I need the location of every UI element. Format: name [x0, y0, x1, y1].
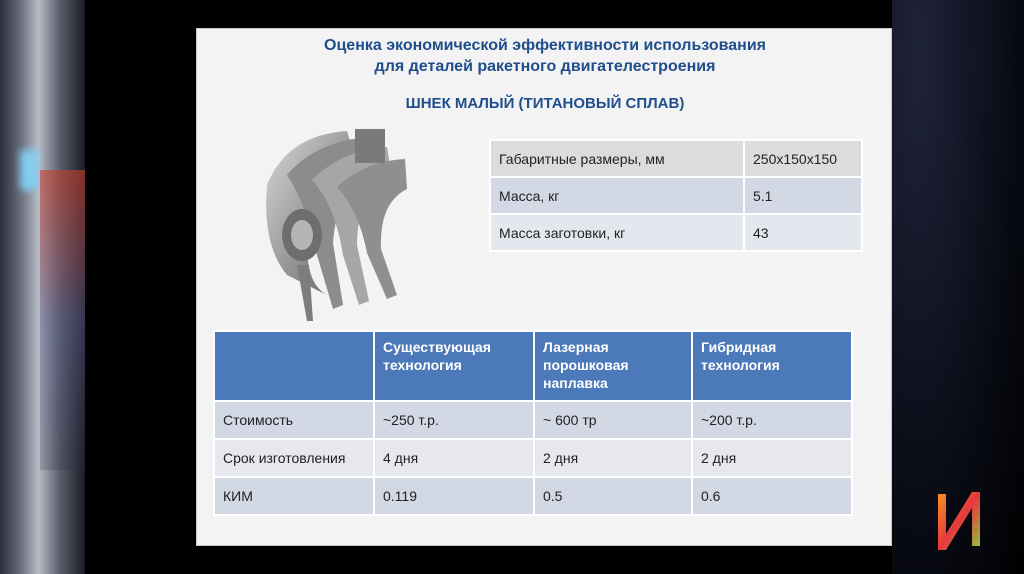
- cell: 4 дня: [374, 439, 534, 477]
- spec-label: Масса заготовки, кг: [490, 214, 744, 251]
- slide-title-line2: для деталей ракетного двигателестроения: [374, 58, 716, 75]
- header-empty: [214, 331, 374, 401]
- comparison-header-row: [214, 331, 852, 401]
- background-left-photo: [0, 0, 85, 574]
- cell: 0.6: [692, 477, 852, 515]
- spec-value: 5.1: [744, 177, 862, 214]
- spec-label: Масса, кг: [490, 177, 744, 214]
- brand-logo-icon: [932, 484, 988, 556]
- slide-title-line1: Оценка экономической эффективности использования: [324, 37, 766, 54]
- spec-label: Габаритные размеры, мм: [490, 140, 744, 177]
- row-label: КИМ: [214, 477, 374, 515]
- specs-table: [489, 139, 863, 252]
- table-row: [214, 401, 852, 439]
- cell: 0.5: [534, 477, 692, 515]
- header-hybrid-technology: Гибридная технология: [692, 331, 852, 401]
- auger-part-image: [247, 125, 417, 321]
- cell: 0.119: [374, 477, 534, 515]
- table-row: [214, 439, 852, 477]
- table-row: [214, 477, 852, 515]
- slide-title: [197, 35, 893, 77]
- header-existing-technology: Существующая технология: [374, 331, 534, 401]
- row-label: Срок изготовления: [214, 439, 374, 477]
- spec-row: [490, 214, 862, 251]
- spec-value: 250x150x150: [744, 140, 862, 177]
- cell: ~250 т.р.: [374, 401, 534, 439]
- background-glow: [20, 150, 38, 190]
- spec-row: [490, 177, 862, 214]
- comparison-table: [213, 330, 853, 516]
- slide-subtitle: ШНЕК МАЛЫЙ (ТИТАНОВЫЙ СПЛАВ): [405, 95, 685, 112]
- cell: 2 дня: [692, 439, 852, 477]
- slide: [196, 28, 892, 546]
- background-streak: [40, 170, 85, 470]
- row-label: Стоимость: [214, 401, 374, 439]
- cell: ~200 т.р.: [692, 401, 852, 439]
- spec-row: [490, 140, 862, 177]
- spec-value: 43: [744, 214, 862, 251]
- header-laser-cladding: Лазерная порошковая наплавка: [534, 331, 692, 401]
- cell: 2 дня: [534, 439, 692, 477]
- cell: ~ 600 тр: [534, 401, 692, 439]
